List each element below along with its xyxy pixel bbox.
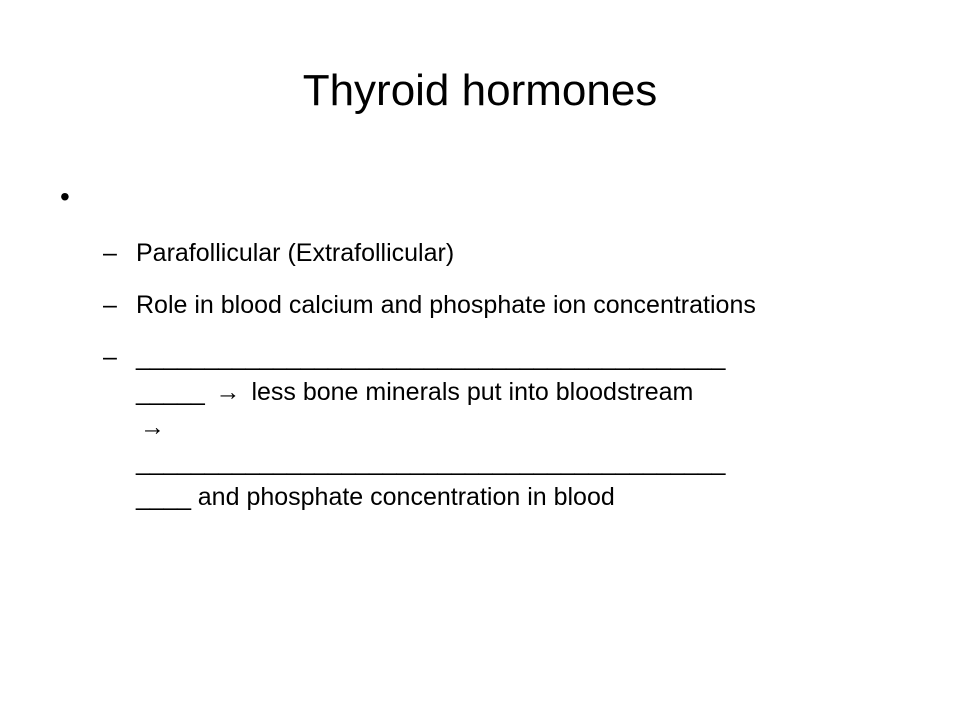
list-item — [103, 236, 903, 271]
slide-title: Thyroid hormones — [302, 66, 658, 115]
dash-icon: – — [103, 343, 117, 371]
fill-in-blank: ___________________________________________ — [136, 448, 726, 476]
bullet-point: • — [60, 181, 70, 212]
fill-in-blank: _____ — [136, 378, 205, 406]
list-item-text: Role in blood calcium and phosphate ion concentrations — [136, 291, 756, 319]
fill-in-text: and phosphate concentration in blood — [197, 483, 615, 511]
fill-in-item — [103, 340, 903, 515]
fill-in-blank: ____ — [136, 483, 191, 511]
right-arrow-icon: → — [140, 413, 165, 441]
dash-icon: – — [103, 239, 117, 267]
dash-icon: – — [103, 291, 117, 319]
right-arrow-icon: → — [215, 378, 241, 406]
fill-in-text: less bone minerals put into bloodstream — [251, 378, 694, 406]
fill-in-blank: ___________________________________________ — [136, 343, 726, 371]
sub-bullet-list — [103, 236, 903, 532]
list-item-text: Parafollicular (Extrafollicular) — [136, 239, 455, 267]
list-item — [103, 288, 903, 323]
